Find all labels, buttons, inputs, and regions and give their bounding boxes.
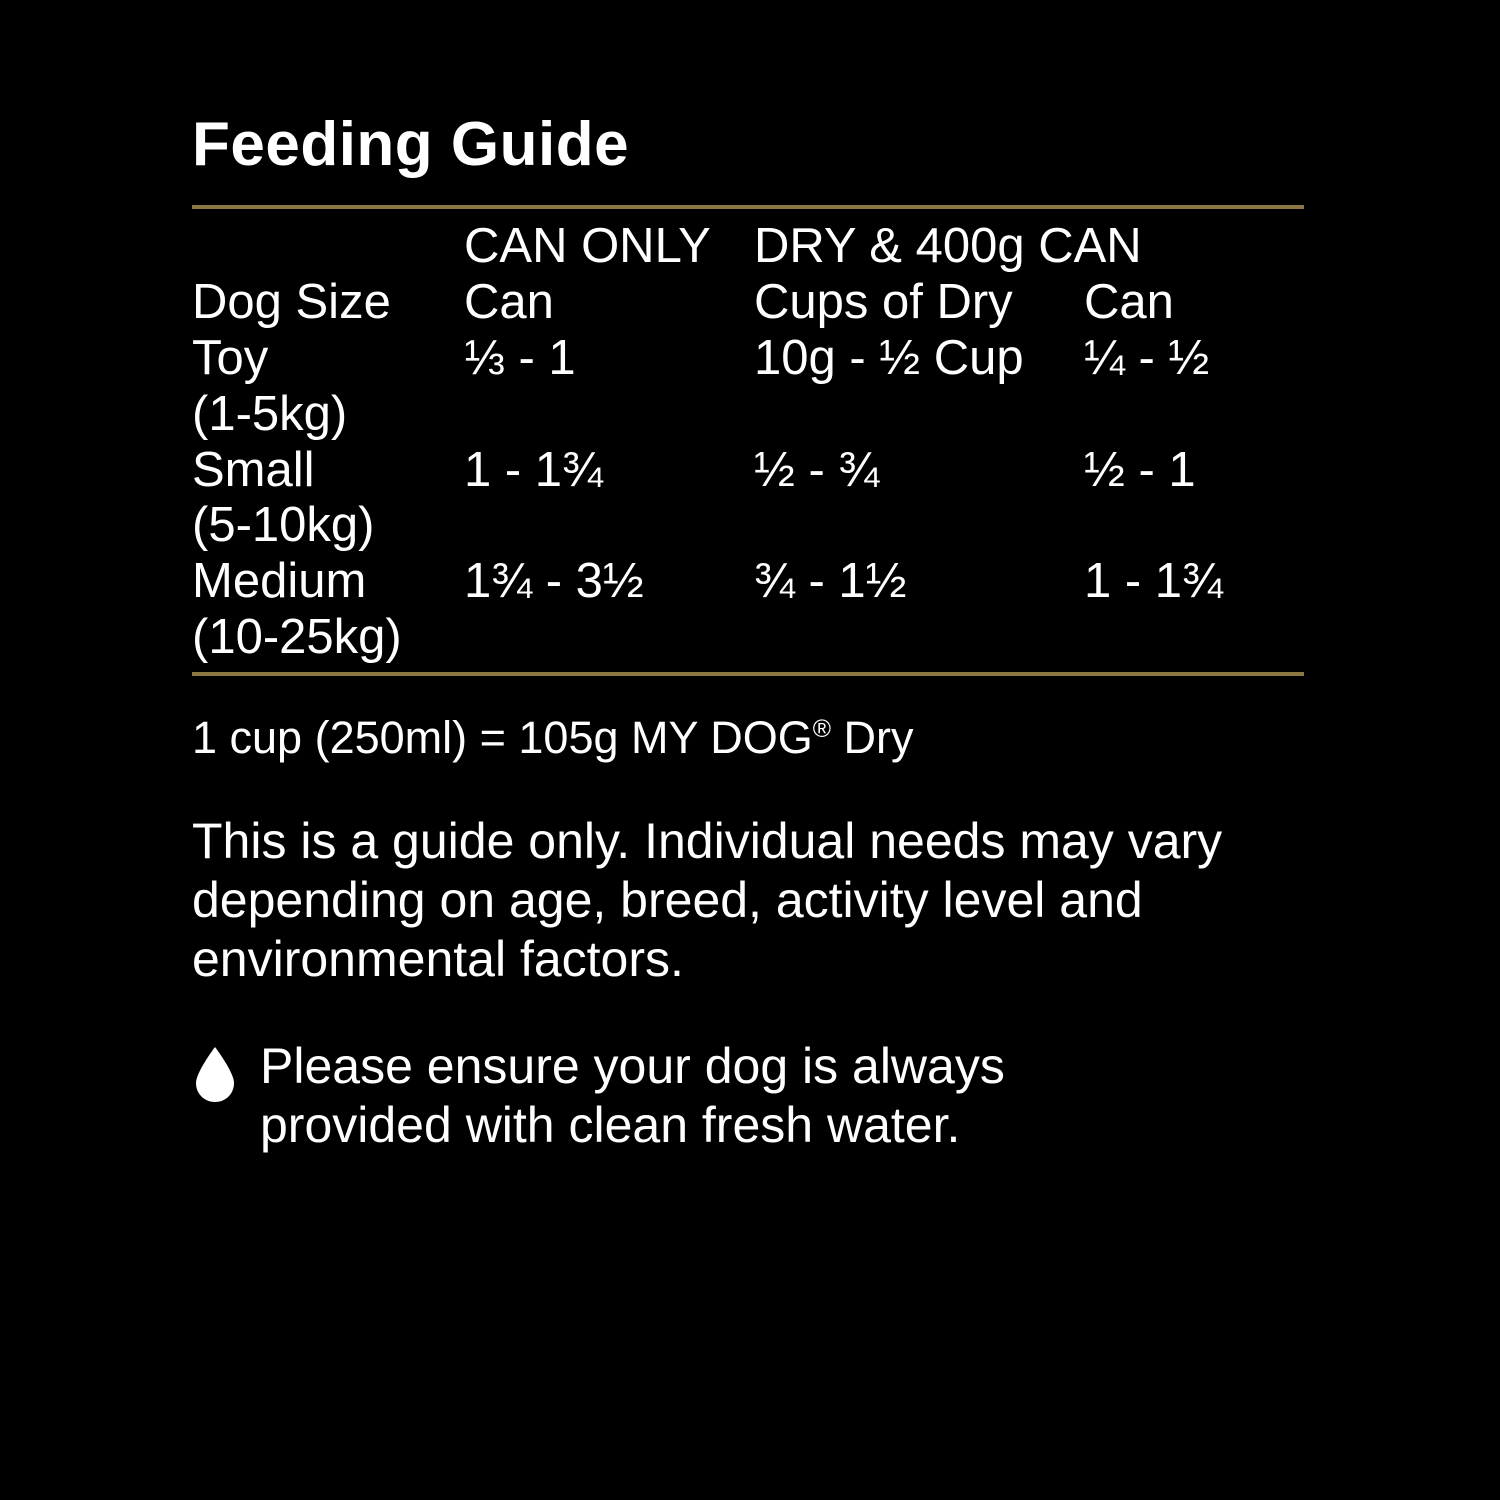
column-header-can-1: Can [464, 274, 554, 329]
table-column-header-row [192, 275, 1304, 331]
column-header-can-2: Can [1084, 274, 1174, 329]
size-range: (10-25kg) [192, 610, 402, 665]
row-size-toy [192, 331, 464, 443]
water-note-row [192, 1037, 1192, 1155]
value-cups-of-dry: 10g - ½ Cup [754, 330, 1024, 385]
table-row [192, 554, 1304, 666]
value-can-only: ⅓ - 1 [464, 330, 576, 385]
value-can: ¼ - ½ [1084, 330, 1210, 385]
table-group-header-row [192, 219, 1304, 275]
conversion-note-text: 1 cup (250ml) = 105g MY DOG [192, 711, 813, 763]
value-can: ½ - 1 [1084, 442, 1196, 497]
column-header-dog-size: Dog Size [192, 274, 391, 329]
row-size-small [192, 443, 464, 555]
table-row [192, 331, 1304, 443]
feeding-guide-content [192, 112, 1312, 1155]
value-cups-of-dry: ½ - ¾ [754, 442, 880, 497]
group-header-dry-and-can: DRY & 400g CAN [754, 219, 1142, 274]
row-size-medium [192, 554, 464, 666]
divider-bottom [192, 672, 1304, 676]
size-name: Medium [192, 554, 367, 609]
size-name: Small [192, 442, 315, 497]
water-drop-icon [192, 1045, 238, 1103]
value-can-only: 1 - 1¾ [464, 442, 603, 497]
disclaimer-text: This is a guide only. Individual needs may vary depending on age, breed, activity level and environmental factors. [192, 812, 1223, 987]
registered-mark: ® [812, 715, 831, 743]
group-header-blank [192, 219, 464, 275]
feeding-table [192, 219, 1304, 666]
column-header-cups-of-dry: Cups of Dry [754, 274, 1013, 329]
page-title: Feeding Guide [192, 110, 630, 179]
divider-top [192, 205, 1304, 209]
conversion-note [192, 712, 1312, 764]
value-cups-of-dry: ¾ - 1½ [754, 554, 907, 609]
size-name: Toy [192, 330, 269, 385]
size-range: (5-10kg) [192, 498, 375, 553]
group-header-can-only: CAN ONLY [464, 219, 711, 274]
size-range: (1-5kg) [192, 386, 348, 441]
water-note-text: Please ensure your dog is always provided with clean fresh water. [260, 1037, 1005, 1153]
conversion-note-suffix: Dry [830, 711, 914, 763]
value-can: 1 - 1¾ [1084, 554, 1223, 609]
table-row [192, 443, 1304, 555]
value-can-only: 1¾ - 3½ [464, 554, 644, 609]
